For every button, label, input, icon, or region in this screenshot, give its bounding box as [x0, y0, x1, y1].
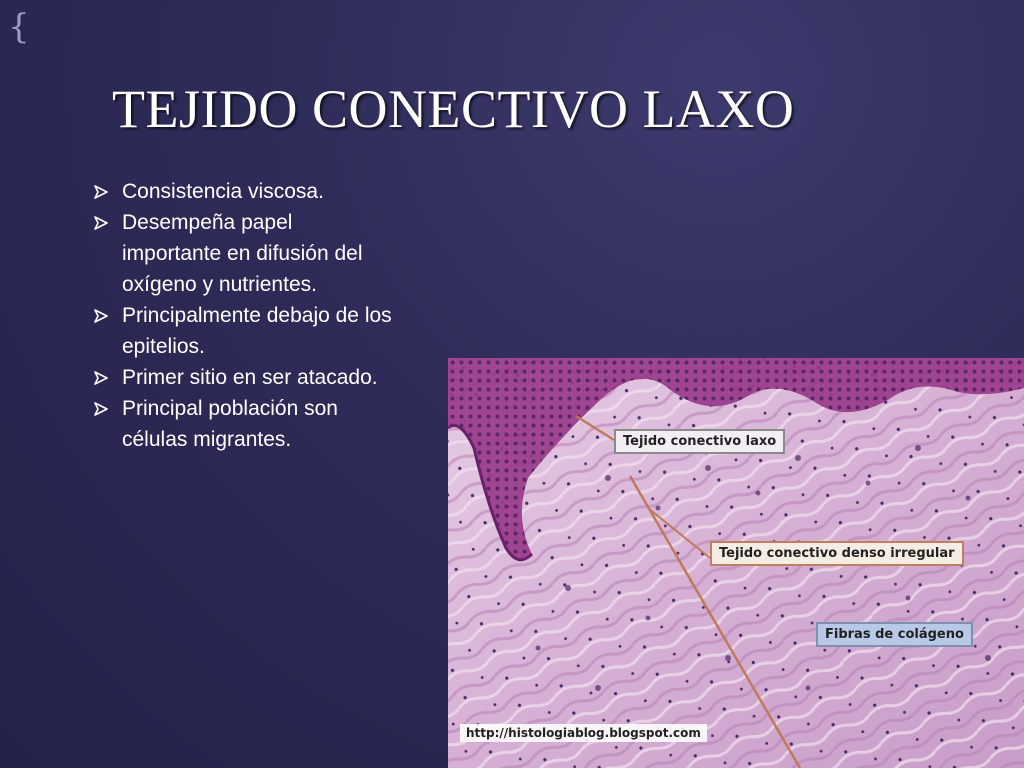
- bullet-item: [92, 300, 392, 362]
- arrowhead-bullet-icon: [94, 402, 108, 416]
- bullet-item: [92, 393, 392, 455]
- source-url: http://histologiablog.blogspot.com: [460, 724, 707, 742]
- arrowhead-bullet-icon: [94, 185, 108, 199]
- bracket-icon: {: [8, 7, 30, 47]
- arrowhead-bullet-icon: [94, 216, 108, 230]
- bullet-item: [92, 362, 392, 393]
- arrowhead-bullet-icon: [94, 371, 108, 385]
- label-tejido-laxo: Tejido conectivo laxo: [614, 429, 785, 454]
- slide-title: TEJIDO CONECTIVO LAXO: [112, 79, 795, 139]
- bullet-list: [92, 176, 392, 455]
- histology-micrograph: [448, 358, 1024, 768]
- bullet-text: Principalmente debajo de los epitelios.: [122, 304, 392, 358]
- bullet-item: [92, 176, 392, 207]
- bullet-item: [92, 207, 392, 300]
- label-tejido-denso: Tejido conectivo denso irregular: [710, 541, 964, 566]
- arrowhead-bullet-icon: [94, 309, 108, 323]
- label-fibras-colageno: Fibras de colágeno: [816, 622, 973, 647]
- bullet-text: Desempeña papel importante en difusión del oxígeno y nutrientes.: [122, 211, 363, 296]
- bullet-text: Consistencia viscosa.: [122, 180, 324, 203]
- bullet-text: Principal población son células migrantes.: [122, 397, 338, 451]
- bullet-text: Primer sitio en ser atacado.: [122, 366, 378, 389]
